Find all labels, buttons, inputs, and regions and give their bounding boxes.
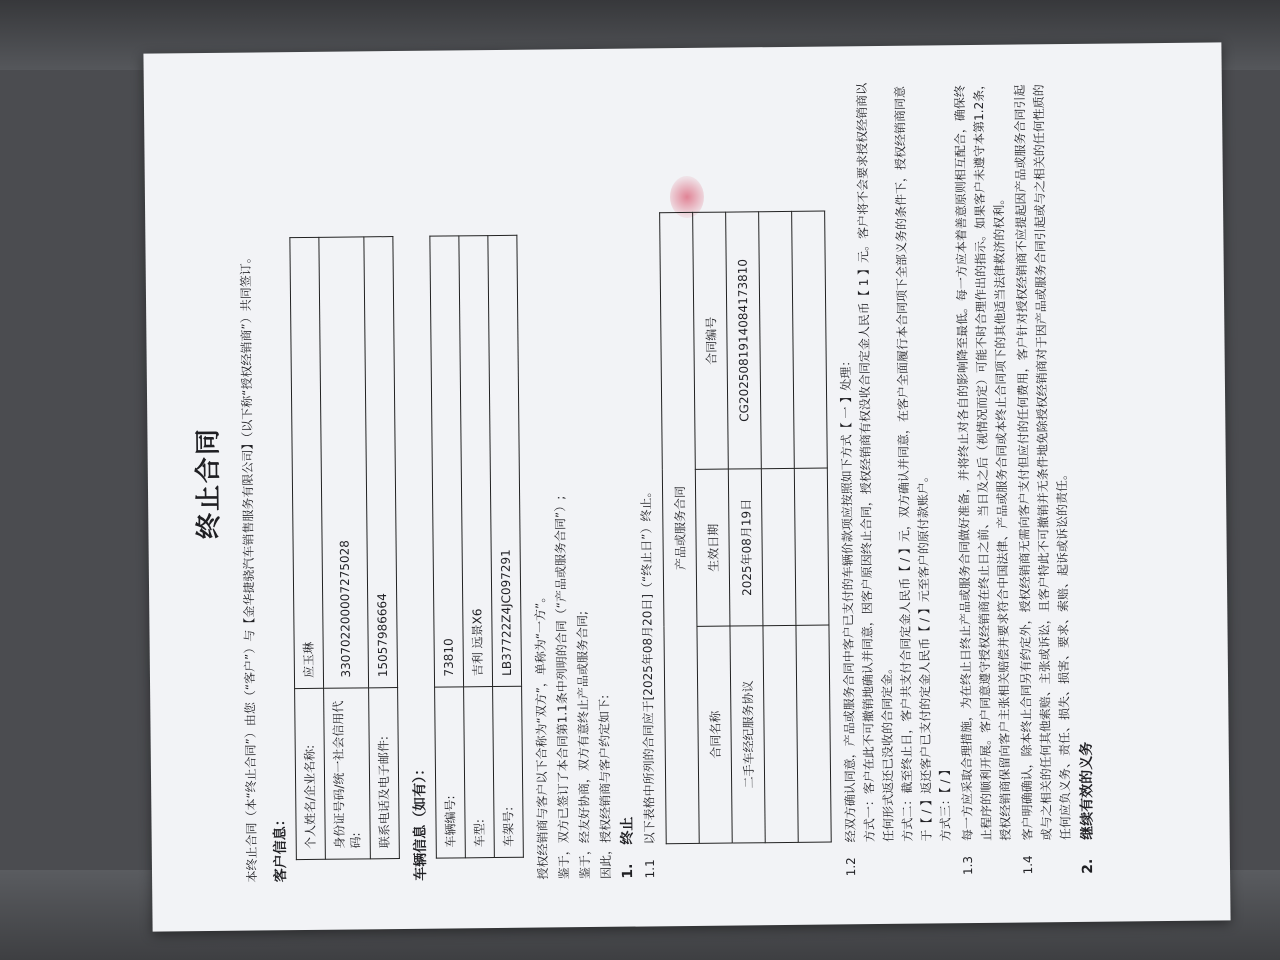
header-contract-number: 合同编号: [693, 212, 729, 469]
section-title: 继续有效的义务: [1078, 741, 1096, 840]
header-contract-name: 合同名称: [697, 626, 732, 843]
vehicle-number-label: 车辆编号:: [435, 687, 466, 858]
cell-empty: [792, 211, 828, 468]
product-contract-table: [659, 211, 832, 845]
clause-1-3: [951, 75, 1016, 876]
clause-number: 1.1: [642, 859, 658, 879]
table-row: [792, 211, 832, 842]
vin-label: 车架号:: [493, 686, 524, 857]
document-body: [184, 74, 1101, 883]
header-effective-date: 生效日期: [695, 469, 730, 626]
table-row: [319, 237, 371, 859]
cell-empty: [761, 468, 796, 625]
document-title: 终止合同: [193, 426, 225, 540]
cell-empty: [794, 468, 829, 625]
vehicle-info-table: [429, 235, 524, 859]
whereas-statement-1: 鉴于，双方已签订了本合同第1.1条中列明的合同（“产品或服务合同”）;: [553, 495, 572, 880]
clause-number: 1.2: [843, 857, 859, 877]
id-number-label: 身份证号码/统一社会信用代码:: [324, 688, 371, 859]
method-two-text: 方式二：截至终止日，客户共支付合同定金人民币【 / 】元，双方确认并同意，在客户全面履行本合同项下全部义务的条件下，授权经销商同意于【 / 】返还客户已支付的定金人民币【 / 】元至客户的原付款账户。: [892, 85, 934, 842]
table-row: [488, 235, 524, 857]
id-number-value: 330702200007275028: [319, 237, 369, 688]
whereas-statement-2: 鉴于，经友好协商，双方有意终止产品或服务合同;: [575, 610, 593, 880]
section-title: 终止: [619, 816, 636, 845]
cell-effective-date: 2025年08月19日: [728, 469, 763, 626]
clause-text: 客户明确确认，除本终止合同另有约定外，授权经销商无需向客户支付但应付的任何费用，客户针对授权经销商不应提起因产品或服务合同引起或与之相关的任何其他索赔、主张或诉讼，且客户特此不可撤销并无条件地免除授权经销商对于因产品或服务合同引起或与之相关的任何性质的任何应负义务、责任、损失、损害、要求、索赔、起诉或诉讼的责任。: [1012, 84, 1073, 841]
rotated-document: [143, 43, 1212, 914]
section-number: 1.: [619, 863, 637, 879]
vin-value: LB37722Z4JC097291: [488, 235, 522, 686]
clause-number: 1.4: [1020, 855, 1036, 875]
clause-1-2: [834, 75, 956, 876]
clause-text: 经双方确认同意，产品或服务合同中客户已支付的车辆价款项应按照如下方式【 一 】处理：: [838, 354, 858, 843]
cell-contract-number: CG20250819140841738​10: [726, 212, 762, 469]
method-three-text: 方式三：【 / 】: [937, 763, 953, 842]
method-one-text: 方式一：客户在此不可撤销地确认并同意，因客户原因终止合同，授权经销商有权没收合同定金人民币【 1 】元。客户将不会要求授权经销商以任何形式返还已没收的合同定金。: [854, 82, 896, 843]
intro-paragraph: 本终止合同（本“终止合同”）由您（“客户”）与【金华捷骁汽车销售服务有限公司】（以下称“授权经销商”）共同签订。: [238, 251, 260, 883]
agreement-statement: 因此，授权经销商与客户约定如下:: [597, 694, 614, 879]
contract-paper: [143, 42, 1230, 931]
parties-statement: 授权经销商与客户以下合称为“双方”，单称为“一方”。: [533, 590, 551, 880]
clause-1-4: [1011, 74, 1076, 875]
table-caption: 产品或服务合同: [660, 212, 700, 843]
cell-empty: [796, 625, 831, 842]
vehicle-model-label: 车型:: [464, 687, 495, 858]
customer-info-table: [289, 236, 400, 860]
cell-empty: [763, 625, 798, 842]
clause-number: 1.3: [960, 855, 976, 876]
name-label: 个人姓名/企业名称:: [295, 688, 326, 859]
section-number: 2.: [1079, 858, 1097, 874]
table-row: [364, 237, 400, 859]
customer-info-heading: 客户信息：: [272, 812, 290, 883]
contact-label: 联系电话及电子邮件:: [369, 688, 400, 859]
name-value: 应玉琳: [290, 237, 324, 688]
vehicle-number-value: 73810: [430, 236, 464, 687]
cell-empty: [759, 211, 795, 468]
contact-value: 15057986664: [364, 237, 398, 688]
clause-text: 以下表格中所列的合同应于[2025年08月20日]（“终止日”）终止。: [638, 485, 657, 845]
cell-contract-name: 二手车经纪服务协议: [730, 626, 765, 843]
clause-text: 每一方应采取合理措施，为在终止日终止产品或服务合同做好准备，并将终止对各自的影响降至最低。每一方应本着善意原则相互配合，确保终止程序的顺利开展。客户同意遵守授权经销商在终止日之前、当日及之后（视情况而定）可能不时合理作出的指示。如果客户未遵守本第1.2条，授权经销商保留向客户主张相关赔偿并要求符合中国法律、产品或服务合同或本终止合同项下的其他适当法律救济的权利。: [952, 77, 1013, 842]
vehicle-info-heading: 车辆信息（如有）：: [411, 761, 430, 881]
vehicle-model-value: 吉利 远景X6: [459, 236, 493, 687]
